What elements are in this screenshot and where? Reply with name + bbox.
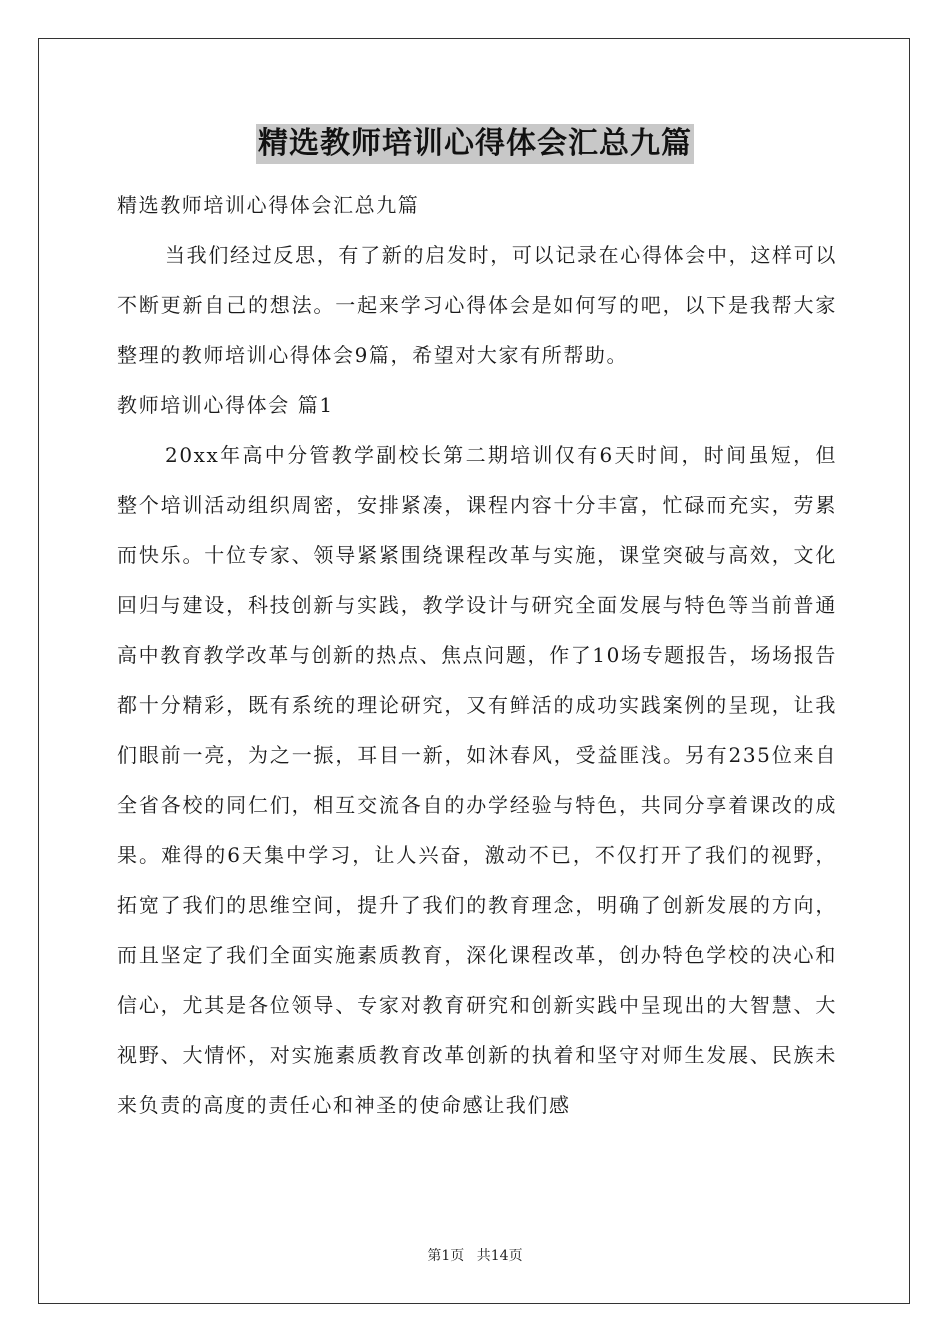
section-paragraph: 20xx年高中分管教学副校长第二期培训仅有6天时间，时间虽短，但整个培训活动组织周密，安排紧凑，课程内容十分丰富，忙碌而充实，劳累而快乐。十位专家、领导紧紧围绕课程改革与实施，课堂突破与高效，文化回归与建设，科技创新与实践，教学设计与研究全面发展与特色等当前普通高中教育教学改革与创新的热点、焦点问题，作了10场专题报告，场场报告都十分精彩，既有系统的理论研究，又有鲜活的成功实践案例的呈现，让我们眼前一亮，为之一振，耳目一新，如沐春风，受益匪浅。另有235位来自全省各校的同仁们，相互交流各自的办学经验与特色，共同分享着课改的成果。难得的6天集中学习，让人兴奋，激动不已，不仅打开了我们的视野，拓宽了我们的思维空间，提升了我们的教育理念，明确了创新发展的方向，而且坚定了我们全面实施素质教育，深化课程改革，创办特色学校的决心和信心，尤其是各位领导、专家对教育研究和创新实践中呈现出的大智慧、大视野、大情怀，对实施素质教育改革创新的执着和坚守对师生发展、民族未来负责的高度的责任心和神圣的使命感让我们感 (117, 443, 837, 1117)
intro-paragraph: 当我们经过反思，有了新的启发时，可以记录在心得体会中，这样可以不断更新自己的想法。一起来学习心得体会是如何写的吧，以下是我帮大家整理的教师培训心得体会9篇，希望对大家有所帮助。 (117, 243, 837, 367)
document-body (117, 180, 837, 1130)
page-number-current: 第1页 (427, 1248, 465, 1264)
page-footer (0, 1245, 950, 1265)
section-heading: 教师培训心得体会 篇1 (117, 393, 334, 417)
title-wrap (0, 124, 950, 164)
document-title: 精选教师培训心得体会汇总九篇 (256, 124, 694, 164)
document-subtitle: 精选教师培训心得体会汇总九篇 (117, 193, 420, 217)
page-number-total: 共14页 (476, 1248, 523, 1264)
